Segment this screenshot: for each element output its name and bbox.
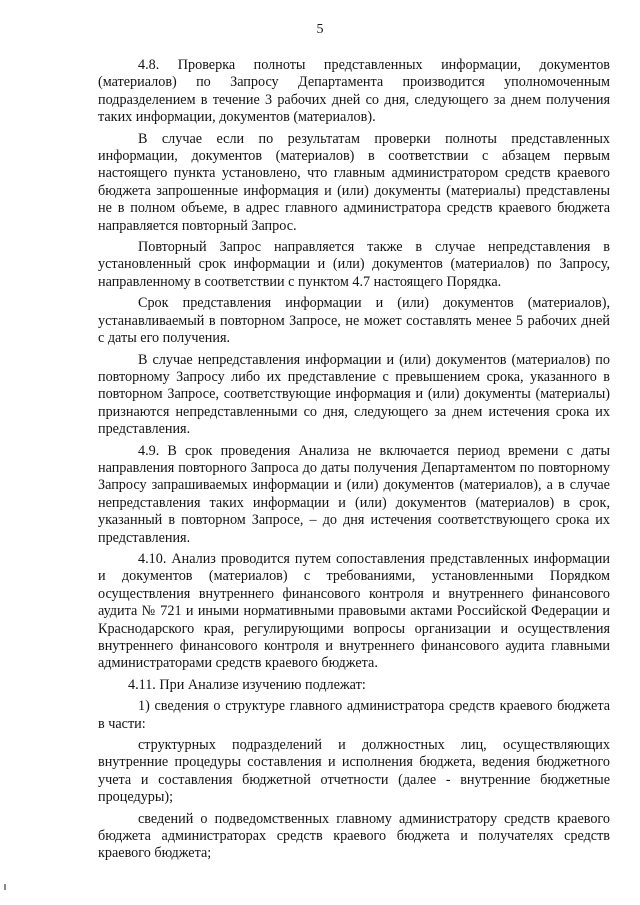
paragraph-4-8: 4.8. Проверка полноты представленных информации, документов (материалов) по Запросу Департамента производится уполномоченным подразделением в течение 3 рабочих дней со дня, следующего за днем получения таких информации, документов (материалов). (98, 57, 610, 126)
paragraph-4-11: 4.11. При Анализе изучению подлежат: (128, 676, 366, 693)
document-body (98, 57, 610, 867)
list-item-1: 1) сведения о структуре главного администратора средств краевого бюджета в части: (98, 698, 610, 732)
list-subitem-subordinate-admins: сведений о подведомственных главному администратору средств краевого бюджета администраторах средств краевого бюджета и получателях средств краевого бюджета; (98, 810, 610, 862)
list-subitem-structural-units: структурных подразделений и должностных лиц, осуществляющих внутренние процедуры составления и исполнения бюджета, ведения бюджетного учета и составления бюджетной отчетности (далее - внутренние бюджетные процедуры); (98, 737, 610, 806)
paragraph-repeat-request: В случае если по результатам проверки полноты представленных информации, документов (материалов) в соответствии с абзацем первым настоящего пункта установлено, что главным администратором средств краевого бюджета запрошенные информация и (или) документы (материалы) представлены не в полном объеме, в адрес главного администратора средств краевого бюджета направляется повторный Запрос. (98, 130, 610, 234)
paragraph-repeat-request-also: Повторный Запрос направляется также в случае непредставления в установленный срок информации и (или) документов (материалов) по Запросу, направленному в соответствии с пунктом 4.7 настоящего Порядка. (98, 239, 610, 290)
paragraph-non-submission: В случае непредставления информации и (или) документов (материалов) по повторному Запросу либо их представление с превышением срока, указанного в повторном Запросе, соответствующие информация и (или) документы (материалы) признаются непредставленными со дня, следующего за днем истечения срока их представления. (98, 351, 610, 438)
paragraph-repeat-deadline: Срок представления информации и (или) документов (материалов), устанавливаемый в повторном Запросе, не может составлять менее 5 рабочих дней с даты его получения. (98, 295, 610, 347)
scan-mark (4, 884, 6, 890)
paragraph-4-9: 4.9. В срок проведения Анализа не включается период времени с даты направления повторного Запроса до даты получения Департаментом по повторному Запросу запрашиваемых информации и (или) документов (материалов), а в случае непредставления таких информации и (или) документов (материалов) в срок, указанный в повторном Запросе, – до дня истечения соответствующего срока их представления. (98, 442, 610, 546)
paragraph-4-10: 4.10. Анализ проводится путем сопоставления представленных информации и документов (материалов) с требованиями, установленными Порядком осуществления внутреннего финансового контроля и внутреннего финансового аудита № 721 и иными нормативными правовыми актами Российской Федерации и Краснодарского края, регулирующими вопросы организации и осуществления внутреннего финансового контроля и внутреннего финансового аудита главными администраторами средств краевого бюджета. (98, 550, 610, 672)
page-number: 5 (316, 22, 324, 37)
